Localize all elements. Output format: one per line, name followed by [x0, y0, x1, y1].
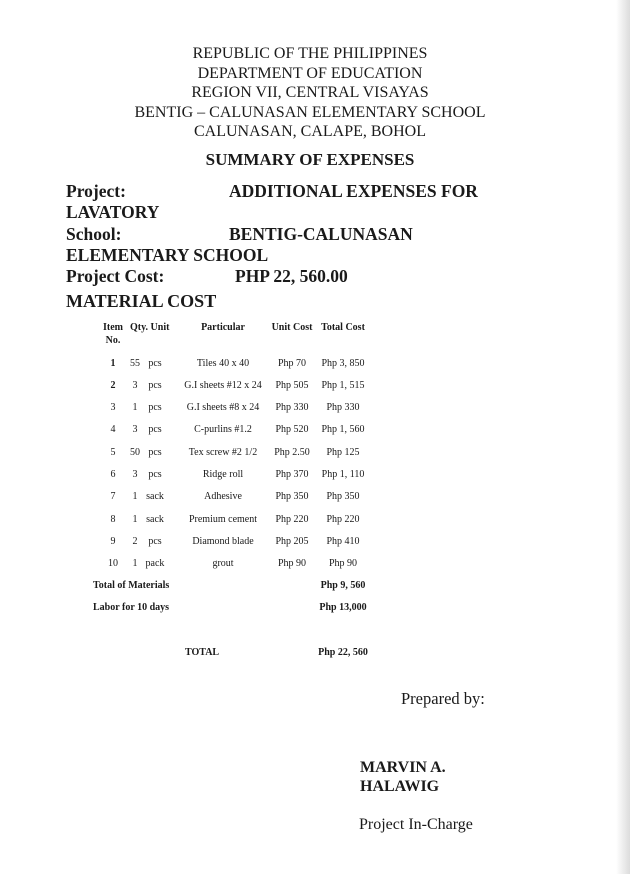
row-qty: 1 [132, 402, 138, 413]
row-item: 8 [110, 514, 116, 525]
row-total-cost: Php 350 [326, 491, 360, 502]
row-particular: Tiles 40 x 40 [196, 358, 250, 369]
row-unit-cost: Php 70 [277, 358, 307, 369]
preparer-name: MARVIN A. [360, 759, 446, 776]
row-unit: pcs [148, 380, 162, 391]
letterhead-line: DEPARTMENT OF EDUCATION [197, 64, 423, 82]
row-item: 5 [110, 447, 116, 458]
row-unit-cost: Php 2.50 [274, 447, 310, 458]
row-item: 1 [110, 358, 116, 369]
row-qty: 3 [132, 380, 138, 391]
document-title: SUMMARY OF EXPENSES [205, 150, 415, 169]
row-item: 10 [108, 558, 118, 569]
letterhead-line: BENTIG – CALUNASAN ELEMENTARY SCHOOL [134, 103, 486, 121]
row-unit: pcs [148, 424, 162, 435]
row-item: 7 [110, 491, 116, 502]
row-unit-cost: Php 220 [275, 514, 309, 525]
project-value: ADDITIONAL EXPENSES FOR [229, 181, 478, 201]
preparer-name-continued: HALAWIG [360, 778, 440, 795]
row-particular: Ridge roll [202, 469, 244, 480]
row-total-cost: Php 90 [328, 558, 358, 569]
row-unit: sack [146, 514, 164, 525]
row-unit-cost: Php 370 [275, 469, 309, 480]
project-value-continued: LAVATORY [66, 202, 160, 222]
row-unit-cost: Php 520 [275, 424, 309, 435]
row-unit: pack [145, 558, 165, 569]
labor-value: Php 13,000 [319, 602, 367, 613]
header-item-no: No. [105, 335, 121, 346]
row-item: 2 [110, 380, 116, 391]
preparer-role: Project In-Charge [359, 816, 473, 833]
row-qty: 1 [132, 558, 138, 569]
row-item: 4 [110, 424, 116, 435]
row-qty: 1 [132, 491, 138, 502]
row-unit-cost: Php 350 [275, 491, 309, 502]
row-particular: G.I sheets #12 x 24 [184, 380, 262, 391]
header-particular: Particular [201, 322, 245, 333]
project-label: Project: [66, 181, 126, 201]
row-item: 9 [110, 536, 116, 547]
row-unit: pcs [148, 536, 162, 547]
header-total-cost: Total Cost [321, 322, 365, 333]
school-value: BENTIG-CALUNASAN [229, 224, 413, 244]
header-qty-unit: Qty. Unit [130, 322, 170, 333]
letterhead [0, 44, 620, 142]
letterhead-line: REGION VII, CENTRAL VISAYAS [191, 84, 429, 101]
row-particular: G.I sheets #8 x 24 [186, 402, 260, 413]
row-particular: Diamond blade [192, 536, 254, 547]
row-qty: 2 [132, 536, 138, 547]
total-materials-value: Php 9, 560 [320, 580, 366, 591]
row-particular: Premium cement [188, 514, 258, 525]
row-unit-cost: Php 90 [277, 558, 307, 569]
project-cost-label: Project Cost: [66, 266, 165, 286]
row-qty: 3 [132, 469, 138, 480]
row-total-cost: Php 410 [326, 536, 360, 547]
grand-total-label: TOTAL [185, 647, 220, 658]
header-unit-cost: Unit Cost [271, 322, 313, 333]
row-unit: pcs [148, 447, 162, 458]
letterhead-line: REPUBLIC OF THE PHILIPPINES [192, 45, 428, 62]
row-qty: 1 [132, 514, 138, 525]
prepared-by-label: Prepared by: [401, 689, 485, 708]
grand-total-value: Php 22, 560 [318, 647, 368, 658]
row-total-cost: Php 1, 110 [321, 469, 365, 480]
row-qty: 3 [132, 424, 138, 435]
row-total-cost: Php 1, 560 [321, 424, 365, 435]
total-materials-label: Total of Materials [93, 580, 170, 591]
row-particular: Adhesive [204, 491, 242, 502]
labor-label: Labor for 10 days [93, 602, 170, 613]
row-unit: pcs [148, 469, 162, 480]
row-item: 3 [110, 402, 116, 413]
school-label: School: [66, 224, 122, 244]
row-particular: grout [212, 558, 234, 569]
material-cost-title: MATERIAL COST [66, 291, 217, 311]
row-unit-cost: Php 505 [275, 380, 309, 391]
row-total-cost: Php 330 [326, 402, 360, 413]
row-total-cost: Php 220 [326, 514, 360, 525]
row-total-cost: Php 1, 515 [321, 380, 365, 391]
letterhead-line: CALUNASAN, CALAPE, BOHOL [193, 123, 426, 140]
row-unit-cost: Php 205 [275, 536, 309, 547]
project-cost-value: PHP 22, 560.00 [235, 266, 348, 286]
row-qty: 55 [130, 358, 140, 369]
school-value-continued: ELEMENTARY SCHOOL [66, 245, 269, 265]
row-unit: sack [146, 491, 164, 502]
row-qty: 50 [130, 447, 140, 458]
row-particular: Tex screw #2 1/2 [188, 447, 258, 458]
row-unit-cost: Php 330 [275, 402, 309, 413]
row-total-cost: Php 125 [326, 447, 360, 458]
row-total-cost: Php 3, 850 [321, 358, 365, 369]
row-item: 6 [110, 469, 116, 480]
row-unit: pcs [148, 358, 162, 369]
row-unit: pcs [148, 402, 162, 413]
row-particular: C-purlins #1.2 [194, 424, 252, 435]
header-item: Item [103, 322, 123, 333]
